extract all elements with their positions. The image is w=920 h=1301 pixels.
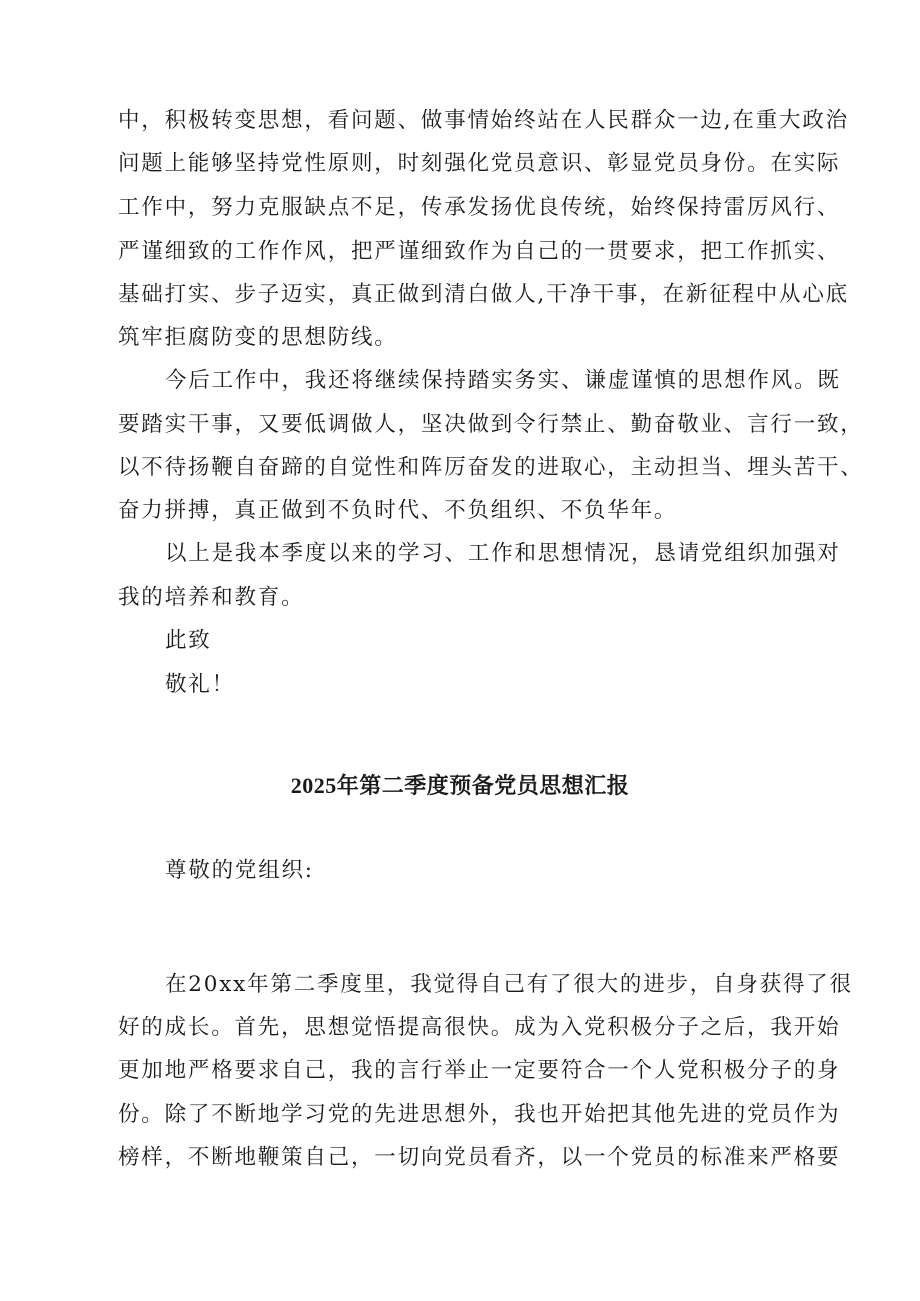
document-title: 2025年第二季度预备党员思想汇报: [290, 773, 630, 798]
closing-phrase: 此致: [165, 628, 212, 653]
body-text-line: 今后工作中，我还将继续保持踏实务实、谦虚谨慎的思想作风。既: [165, 368, 841, 393]
body-text-line: 基础打实、步子迈实，真正做到清白做人,干净干事，在新征程中从心底: [118, 282, 849, 307]
body-text-line: 榜样，不断地鞭策自己，一切向党员看齐，以一个党员的标准来严格要: [118, 1145, 841, 1170]
body-text-line: 好的成长。首先，思想觉悟提高很快。成为入党积极分子之后，我开始: [118, 1015, 841, 1040]
body-text-line: 以不待扬鞭自奋蹄的自觉性和阵厉奋发的进取心，主动担当、埋头苦干、: [118, 455, 864, 480]
body-text-line: 在20xx年第二季度里，我觉得自己有了很大的进步，自身获得了很: [165, 972, 853, 997]
closing-salute: 敬礼！: [165, 672, 235, 697]
body-text-line: 问题上能够坚持党性原则，时刻强化党员意识、彰显党员身份。在实际: [118, 151, 841, 176]
body-text-line: 以上是我本季度以来的学习、工作和思想情况，恳请党组织加强对: [165, 541, 841, 566]
body-text-line: 更加地严格要求自己，我的言行举止一定要符合一个人党积极分子的身: [118, 1058, 841, 1083]
body-text-line: 中，积极转变思想，看问题、做事情始终站在人民群众一边,在重大政治: [118, 108, 849, 133]
body-text-line: 我的培养和教育。: [118, 585, 305, 610]
body-text-line: 份。除了不断地学习党的先进思想外，我也开始把其他先进的党员作为: [118, 1102, 841, 1127]
body-text-line: 工作中，努力克服缺点不足，传承发扬优良传统，始终保持雷厉风行、: [118, 195, 841, 220]
body-text-line: 要踏实干事，又要低调做人，坚决做到令行禁止、勤奋敬业、言行一致，: [118, 412, 864, 437]
body-text-line: 严谨细致的工作作风，把严谨细致作为自己的一贯要求，把工作抓实、: [118, 239, 841, 264]
body-text-line: 奋力拼搏，真正做到不负时代、不负组织、不负华年。: [118, 498, 678, 523]
body-text-line: 筑牢拒腐防变的思想防线。: [118, 325, 398, 350]
salutation: 尊敬的党组织:: [165, 858, 314, 883]
